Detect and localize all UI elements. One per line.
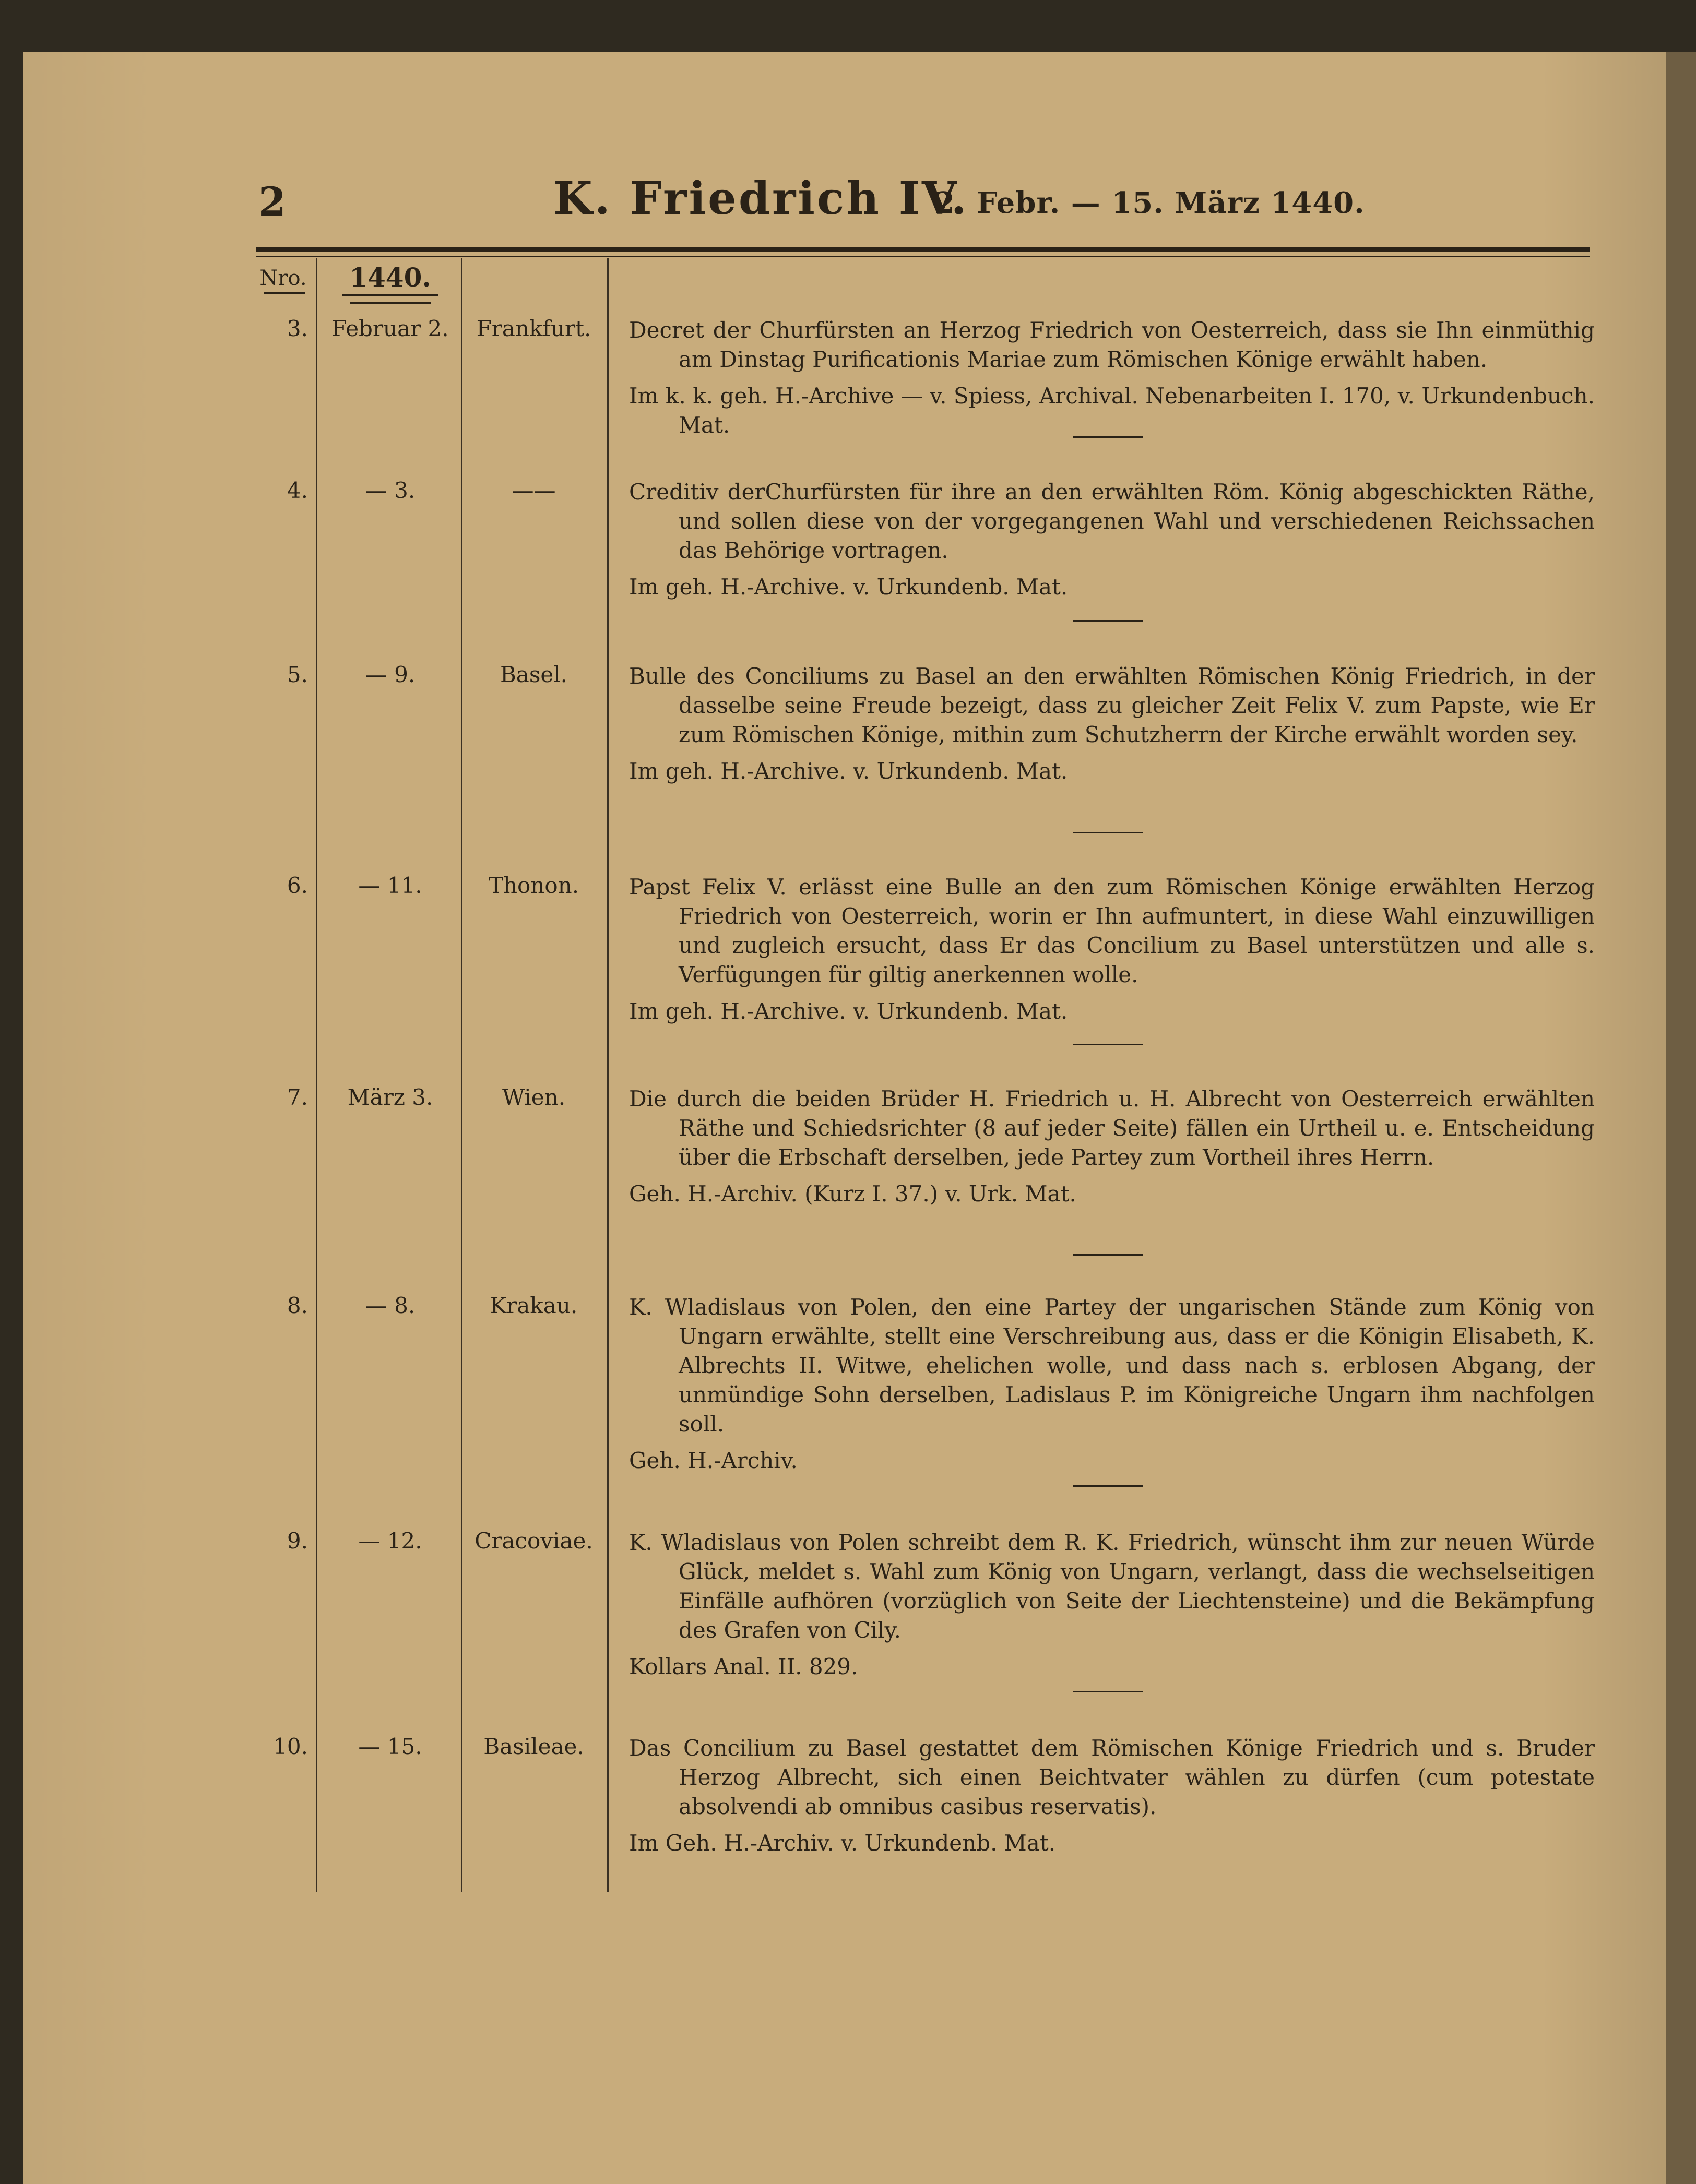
header-rule-thick xyxy=(256,247,1590,252)
entry-date: — 12. xyxy=(358,1528,422,1554)
entry-date: — 11. xyxy=(358,873,422,898)
column-divider-date xyxy=(461,258,462,1892)
entry-separator xyxy=(1073,1254,1143,1256)
entry-date: März 3. xyxy=(347,1084,433,1110)
header-rule-thin xyxy=(256,256,1590,257)
column-header-nro-underline xyxy=(264,292,305,294)
entry-source: Im geh. H.-Archive. v. Urkundenb. Mat. xyxy=(629,998,1068,1024)
entry-summary: K. Wladislaus von Polen schreibt dem R. K. Friedrich, wünscht ihm zur neuen Würde Glück, meldet s. Wahl zum König von Ungarn, verlangt, dass die wechselseitigen Einfälle aufhören (vorzüglich von Seite der Liechtensteine) und die Bekämpfung des Grafen von Cily. xyxy=(629,1530,1595,1643)
entry-number: 6. xyxy=(287,873,308,898)
entry-date: — 3. xyxy=(365,478,416,503)
column-divider-nro xyxy=(316,258,317,1892)
entry-date: — 8. xyxy=(365,1293,416,1318)
entry-place: Wien. xyxy=(502,1084,566,1110)
entry-separator xyxy=(1073,620,1143,622)
entry-text-block xyxy=(629,1734,1595,1858)
entry-separator xyxy=(1073,1485,1143,1487)
entry-place: Thonon. xyxy=(488,873,579,898)
entry-text-block xyxy=(629,1084,1595,1209)
entry-summary: Bulle des Conciliums zu Basel an den erwählten Römischen König Friedrich, in der dasselbe seine Freude bezeigt, dass zu gleicher Zeit Felix V. zum Papste, wie Er zum Römischen Könige, mithin zum Schutzherrn der Kirche erwählt worden sey. xyxy=(629,663,1595,747)
entry-number: 8. xyxy=(287,1293,308,1318)
entry-summary: Decret der Churfürsten an Herzog Friedrich von Oesterreich, dass sie Ihn einmüthig am Dinstag Purificationis Mariae zum Römischen Könige erwählt haben. xyxy=(629,317,1595,372)
entry-separator xyxy=(1073,436,1143,438)
entry-summary: Die durch die beiden Brüder H. Friedrich u. H. Albrecht von Oesterreich erwählten Räthe und Schiedsrichter (8 auf jeder Seite) fällen ein Urtheil u. e. Entscheidung über die Erbschaft derselben, jede Partey zum Vortheil ihres Herrn. xyxy=(629,1086,1595,1170)
entry-separator xyxy=(1073,832,1143,833)
running-date-range: 2. Febr. — 15. März 1440. xyxy=(934,186,1365,220)
entry-summary: K. Wladislaus von Polen, den eine Partey der ungarischen Stände zum König von Ungarn erwählte, stellt eine Verschreibung aus, dass er die Königin Elisabeth, K. Albrechts II. Witwe, ehelichen wolle, und dass nach s. erblosen Abgang, der unmündige Sohn derselben, Ladislaus P. im Königreiche Ungarn ihm nachfolgen soll. xyxy=(629,1294,1595,1437)
entry-summary: Das Concilium zu Basel gestattet dem Römischen Könige Friedrich und s. Bruder Herzog Albrecht, sich einen Beichtvater wählen zu dürfen (cum potestate absolvendi ab omnibus casibus reservatis). xyxy=(629,1735,1595,1819)
entry-source: Im geh. H.-Archive. v. Urkundenb. Mat. xyxy=(629,574,1068,600)
entry-source: Geh. H.-Archiv. xyxy=(629,1448,798,1473)
entry-place: Basileae. xyxy=(483,1734,584,1759)
entry-source: Kollars Anal. II. 829. xyxy=(629,1654,858,1679)
entry-text-block xyxy=(629,316,1595,440)
entry-text-block xyxy=(629,1528,1595,1681)
entry-place: —— xyxy=(512,478,556,503)
entry-number: 4. xyxy=(287,478,308,503)
entry-separator xyxy=(1073,1691,1143,1692)
entry-text-block xyxy=(629,478,1595,602)
entry-place: Cracoviae. xyxy=(475,1528,593,1554)
running-title: K. Friedrich IV. xyxy=(553,172,969,225)
entry-source: Im Geh. H.-Archiv. v. Urkundenb. Mat. xyxy=(629,1830,1056,1856)
column-header-year-ornament xyxy=(342,294,438,296)
entry-date: — 15. xyxy=(358,1734,422,1759)
entry-place: Basel. xyxy=(500,662,568,687)
entry-summary: Papst Felix V. erlässt eine Bulle an den zum Römischen Könige erwählten Herzog Friedrich von Oesterreich, worin er Ihn aufmuntert, in diese Wahl einzuwilligen und zugleich ersucht, dass Er das Concilium zu Basel unterstützen und alle s. Verfügungen für giltig anerkennen wolle. xyxy=(629,874,1595,987)
column-header-year: 1440. xyxy=(349,262,431,293)
entry-source: Im geh. H.-Archive. v. Urkundenb. Mat. xyxy=(629,758,1068,784)
column-divider-place xyxy=(607,258,609,1892)
entry-date: Februar 2. xyxy=(331,316,449,341)
page-header xyxy=(0,167,1696,250)
entry-date: — 9. xyxy=(365,662,416,687)
entry-number: 9. xyxy=(287,1528,308,1554)
entry-number: 10. xyxy=(273,1734,308,1759)
entry-text-block xyxy=(629,1293,1595,1475)
entry-text-block xyxy=(629,873,1595,1026)
entry-source: Im k. k. geh. H.-Archive — v. Spiess, Archival. Nebenarbeiten I. 170, v. Urkundenbuch. Mat. xyxy=(629,383,1595,438)
entry-number: 7. xyxy=(287,1084,308,1110)
entry-number: 3. xyxy=(287,316,308,341)
page-number: 2 xyxy=(258,178,286,225)
entry-place: Frankfurt. xyxy=(476,316,591,341)
entry-separator xyxy=(1073,1044,1143,1045)
entry-place: Krakau. xyxy=(490,1293,578,1318)
column-header-nro: Nro. xyxy=(259,266,307,290)
entry-summary: Creditiv derChurfürsten für ihre an den erwählten Röm. König abgeschickten Räthe, und sollen diese von der vorgegangenen Wahl und verschiedenen Reichssachen das Behörige vortragen. xyxy=(629,479,1595,563)
column-header-year-ornament xyxy=(350,302,431,304)
page-edge xyxy=(1666,52,1696,2184)
entry-text-block xyxy=(629,662,1595,786)
entry-source: Geh. H.-Archiv. (Kurz I. 37.) v. Urk. Mat. xyxy=(629,1181,1076,1207)
entry-number: 5. xyxy=(287,662,308,687)
